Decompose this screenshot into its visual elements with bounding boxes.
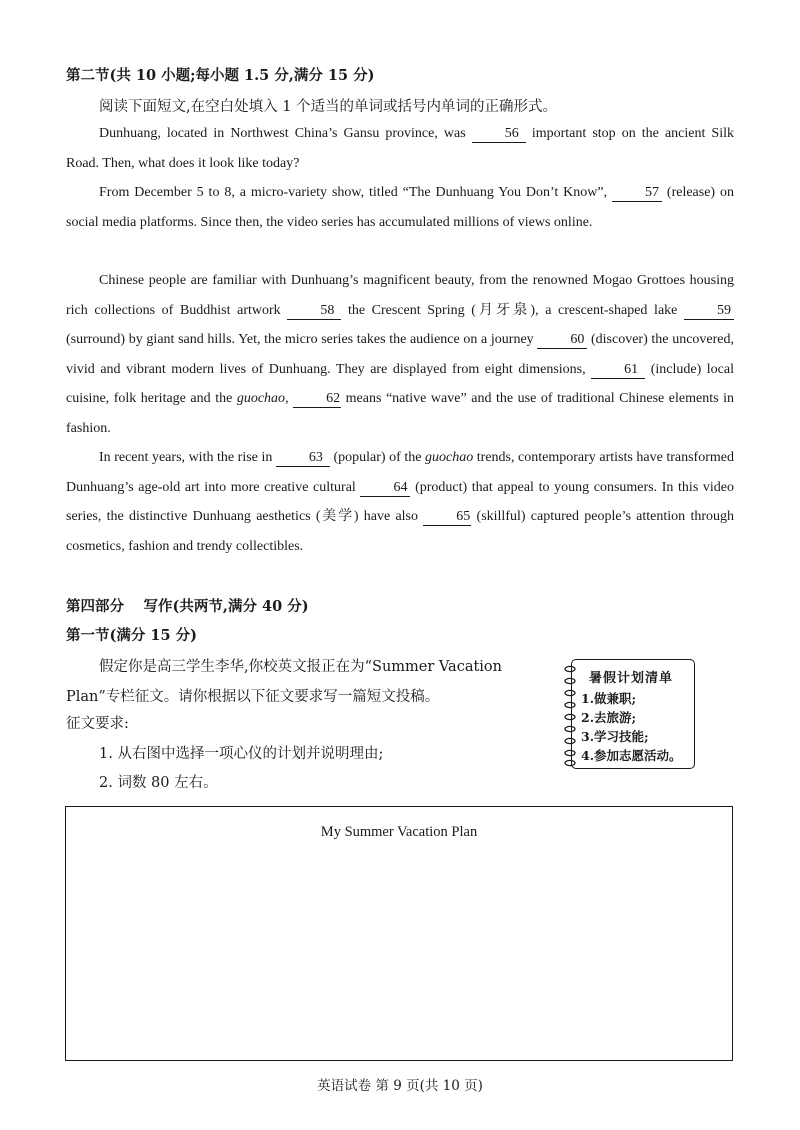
- passage-paragraph-1: [66, 119, 734, 178]
- notebook-item-1: 1.做兼职;: [581, 691, 637, 706]
- blank-61: 61: [591, 361, 645, 379]
- blank-63: 63: [276, 449, 330, 467]
- page-footer: 英语试卷 第 9 页(共 10 页): [317, 1078, 483, 1094]
- blank-56: 56: [472, 125, 526, 143]
- passage-paragraph-3: [66, 266, 734, 443]
- prompt-line-2: Plan”专栏征文。请你根据以下征文要求写一篇短文投稿。: [66, 689, 440, 705]
- text: (product) that appeal to young consumers. In this video series, the distinctive Dunhuang aesthetics (美学) have also: [66, 479, 734, 524]
- text: means “native wave” and the use of traditional Chinese elements in fashion.: [66, 391, 734, 436]
- passage-paragraph-2: [66, 178, 734, 237]
- answer-box[interactable]: [65, 806, 733, 1061]
- text: Chinese people are familiar with Dunhuang’s magnificent beauty, from the renowned Mogao Grottoes housing rich collections of Buddhist artwork: [66, 273, 734, 318]
- text: Dunhuang, located in Northwest China’s Gansu province, was: [99, 126, 472, 141]
- blank-59: 59: [684, 302, 734, 320]
- prompt-line-1: 假定你是高三学生李华,你校英文报正在为“Summer Vacation: [99, 659, 502, 675]
- notebook-title: 暑假计划清单: [589, 671, 674, 686]
- text: (popular) of the: [329, 450, 425, 465]
- blank-57: 57: [612, 184, 662, 202]
- answer-box-title: My Summer Vacation Plan: [320, 824, 478, 840]
- requirement-1: 1. 从右图中选择一项心仪的计划并说明理由;: [99, 746, 384, 762]
- text: ,: [285, 391, 294, 406]
- text: (include) local cuisine, folk heritage and the: [66, 361, 734, 406]
- text: important stop on the ancient Silk Road. Then, what does it look like today?: [66, 126, 734, 171]
- text: (discover) the uncovered, vivid and vibrant modern lives of Dunhuang. They are displayed from eight dimensions,: [66, 332, 734, 377]
- notebook-item-3: 3.学习技能;: [581, 729, 649, 744]
- part4-section1-heading: 第一节(满分 15 分): [66, 627, 197, 644]
- text: the Crescent Spring (月牙泉), a crescent-shaped lake: [341, 302, 684, 318]
- part4-heading: 第四部分 写作(共两节,满分 40 分): [66, 598, 309, 615]
- text: In recent years, with the rise in: [99, 450, 276, 465]
- blank-64: 64: [360, 479, 410, 497]
- text: (release) on social media platforms. Since then, the video series has accumulated millions of views online.: [66, 185, 734, 230]
- text: trends, contemporary artists have transformed Dunhuang’s age-old art into more creative cultural: [66, 450, 734, 495]
- section2-heading: 第二节(共 10 小题;每小题 1.5 分,满分 15 分): [66, 67, 375, 84]
- requirement-2: 2. 词数 80 左右。: [99, 775, 218, 791]
- text: (surround) by giant sand hills. Yet, the micro series takes the audience on a journey: [66, 332, 538, 347]
- text: From December 5 to 8, a micro-variety show, titled “The Dunhuang You Don’t Know”,: [99, 185, 613, 200]
- spiral-binding-icon: [563, 663, 577, 767]
- blank-65: 65: [423, 508, 471, 526]
- guochao-term: guochao: [236, 391, 286, 406]
- section2-instruction: 阅读下面短文,在空白处填入 1 个适当的单词或括号内单词的正确形式。: [99, 99, 558, 115]
- notebook-item-2: 2.去旅游;: [581, 710, 637, 725]
- text: (skillful) captured people’s attention through cosmetics, fashion and trendy collectibles.: [66, 509, 734, 554]
- passage-paragraph-4: [66, 443, 734, 561]
- blank-62: 62: [293, 390, 341, 408]
- blank-60: 60: [537, 331, 587, 349]
- notebook-item-4: 4.参加志愿活动。: [581, 748, 682, 763]
- guochao-term: guochao: [425, 450, 474, 465]
- requirements-label: 征文要求:: [66, 716, 129, 732]
- plan-notebook-illustration: [563, 659, 697, 771]
- blank-58: 58: [287, 302, 341, 320]
